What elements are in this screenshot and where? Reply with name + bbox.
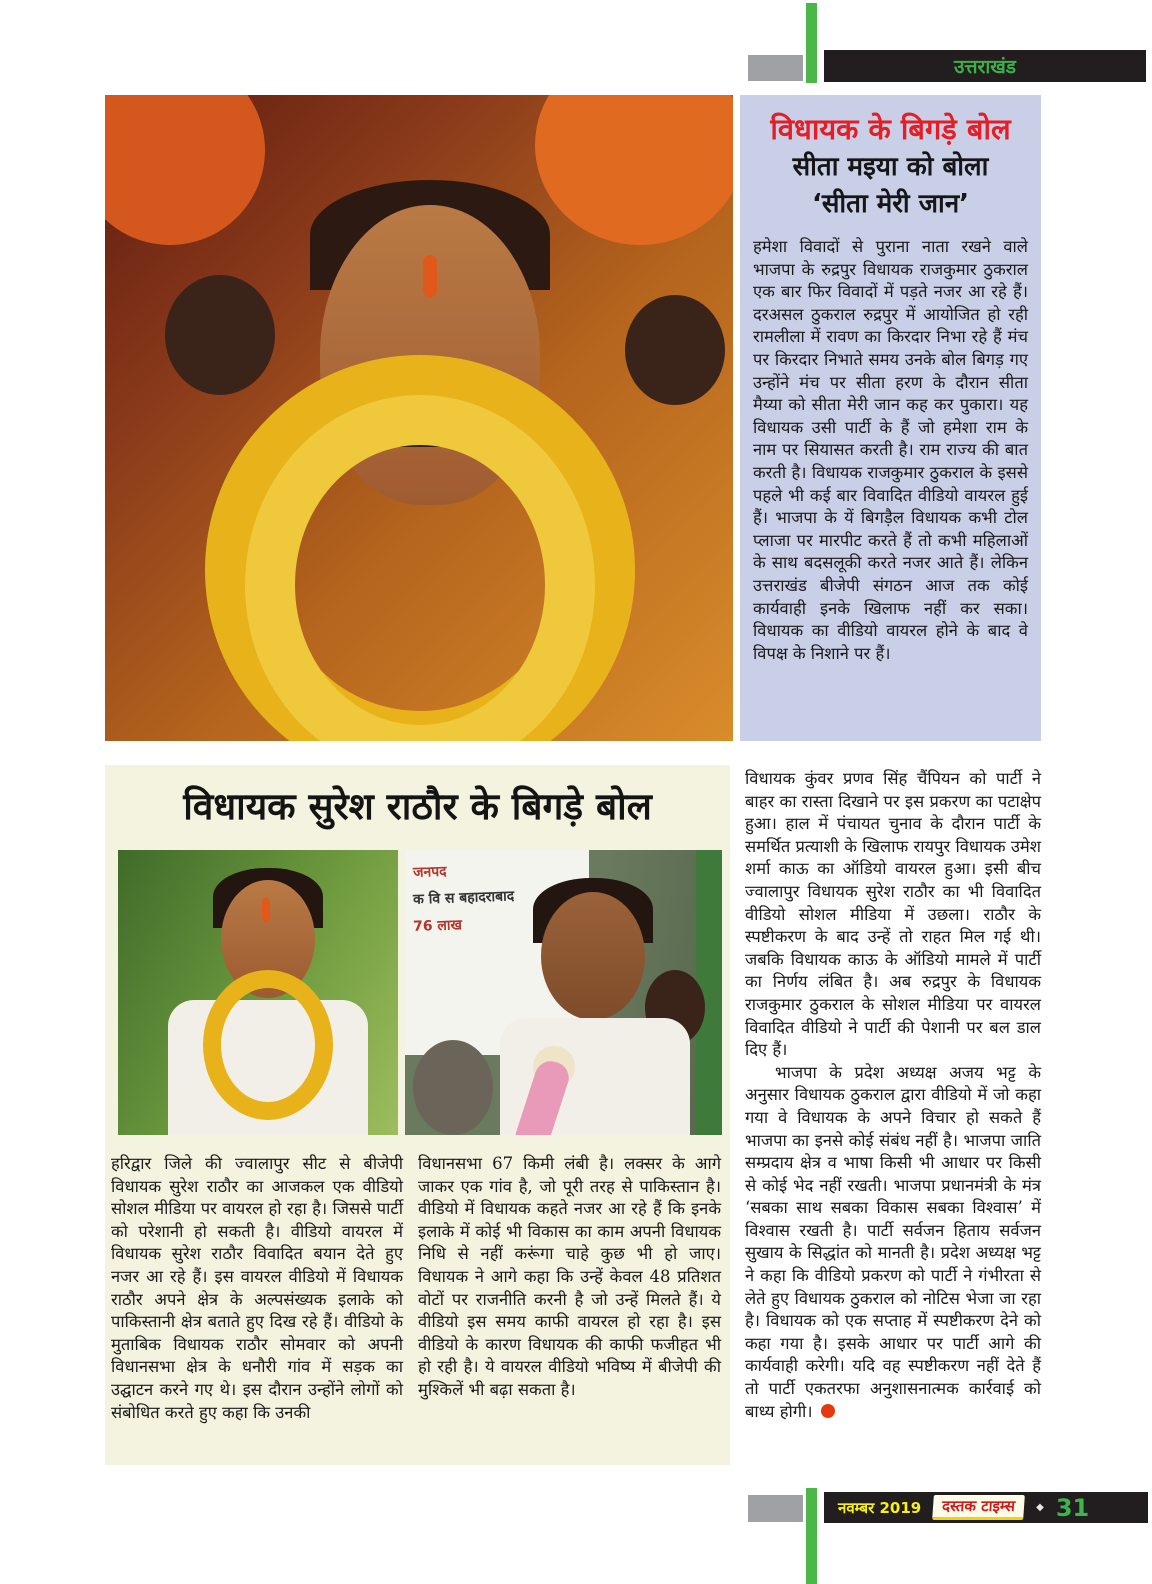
- header-region-bar: [824, 50, 1146, 82]
- lead-subhead-line1: सीता मइया को बोला: [792, 152, 989, 182]
- footer-gray-block: [748, 1495, 803, 1522]
- lead-headline: विधायक के बिगड़े बोल: [770, 112, 1011, 146]
- second-story-column-2: विधानसभा 67 किमी लंबी है। लक्सर के आगे जाकर एक गांव है, जो पूरी तरह से पाकिस्तान है। वीडियो में विधायक कहते नजर आ रहे हैं कि इनके इलाके में कोई भी विकास का काम अपनी विधायक निधि से नहीं करूंगा चाहे कुछ भी हो जाए। विधायक ने आगे कहा कि उन्हें केवल 48 प्रतिशत वोटों पर राजनीति करनी है जो उन्हें मिलते हैं। ये वीडियो इस समय काफी वायरल हो रहा है। इस वीडियो के कारण विधायक की काफी फजीहत भी हो रही है। ये वायरल वीडियो भविष्य में बीजेपी की मुश्किलें भी बढ़ा सकता है।: [418, 1154, 721, 1399]
- header-gray-block: [748, 55, 803, 81]
- right-column-para2-text: भाजपा के प्रदेश अध्यक्ष अजय भट्ट के अनुसार विधायक ठुकराल द्वारा वीडियो में जो कहा गया वे विधायक के अपने विचार हो सकते हैं भाजपा का इनसे कोई संबंध नहीं है। भाजपा जाति सम्प्रदाय क्षेत्र व भाषा किसी भी आधार पर किसी से कोई भेद नहीं रखती। भाजपा प्रधानमंत्री के मंत्र ‘सबका साथ सबका विकास सबका विश्वास’ में विश्वास रखती है। पार्टी सर्वजन हिताय सर्वजन सुखाय के सिद्धांत को मानती है। प्रदेश अध्यक्ष भट्ट ने कहा कि वीडियो प्रकरण को पार्टी ने गंभीरता से लेते हुए विधायक ठुकराल को नोटिस भेजा जा रहा है। विधायक को एक सप्ताह में स्पष्टीकरण देने को कहा गया है। इसके आधार पर पार्टी आगे की कार्यवाही करेगी। यदि वह स्पष्टीकरण नहीं देते हैं तो पार्टी एकतरफा अनुशासनात्मक कार्रवाई को बाध्य होगी।: [745, 1062, 1041, 1421]
- lead-subhead-line2: ‘सीता मेरी जान’: [811, 189, 970, 219]
- lead-story-box: [740, 95, 1041, 741]
- diamond-icon: ◆: [1036, 1502, 1044, 1513]
- end-of-article-dot: [821, 1404, 835, 1418]
- right-column: [745, 768, 1041, 1423]
- crowd-head-shape: [413, 1040, 493, 1135]
- region-label: उत्तराखंड: [954, 56, 1016, 78]
- second-story-column-1: हरिद्वार जिले की ज्वालापुर सीट से बीजेपी विधायक सुरेश राठौर का आजकल एक वीडियो सोशल मीडिया पर वायरल हो रहा है। जिससे पार्टी को परेशानी हो सकती है। वीडियो वायरल में विधायक सुरेश राठौर विवादित बयान देते हुए नजर आ रहे हैं। इस वायरल वीडियो में विधायक राठौर अपने क्षेत्र के अल्पसंख्यक इलाके को पाकिस्तानी क्षेत्र बताते हुए दिख रहे हैं। वीडियो के मुताबिक विधायक राठौर सोमवार को अपनी विधानसभा क्षेत्र के धनौरी गांव में सड़क का उद्घाटन करने गए थे। इस दौरान उन्होंने लोगों को संबोधित करते हुए कहा कि उनकी: [111, 1154, 403, 1422]
- second-headline: विधायक सुरेश राठौर के बिगड़े बोल: [183, 785, 652, 828]
- right-column-para2: [745, 1062, 1041, 1424]
- tilak-mark: [423, 255, 437, 297]
- second-story-panel: [105, 765, 730, 1465]
- footer-bar: [824, 1492, 1148, 1523]
- turban-shape: [535, 95, 733, 245]
- header-green-bar: [806, 3, 817, 83]
- magazine-logo: दस्तक टाइम्स: [932, 1495, 1025, 1520]
- face-shape: [541, 892, 645, 1020]
- footer-date: नवम्बर 2019: [838, 1498, 922, 1517]
- right-column-para1: विधायक कुंवर प्रणव सिंह चैंपियन को पार्टी ने बाहर का रास्ता दिखाने पर इस प्रकरण का पटाक्षेप हुआ। हाल में पंचायत चुनाव के दौरान पार्टी के समर्थित प्रत्याशी के खिलाफ रायपुर विधायक उमेश शर्मा काऊ का ऑडियो वायरल हुआ। इसी बीच ज्वालापुर विधायक सुरेश राठौर का भी विवादित वीडियो सोशल मीडिया में उछला। राठौर के स्पष्टीकरण के बाद उन्हें तो राहत मिल गई थी। जबकि विधायक काऊ के ऑडियो मामले में पार्टी का निर्णय लंबित है। अब रुद्रपुर के विधायक राजकुमार ठुकराल के सोशल मीडिया पर वायरल विवादित वीडियो ने पार्टी की पेशानी पर बल डाल दिए हैं।: [745, 769, 1041, 1060]
- banner-line: क वि स बहादराबाद: [412, 888, 515, 908]
- crowd-head-shape: [165, 275, 275, 395]
- page-number: 31: [1055, 1493, 1090, 1522]
- banner-line: 76 लाख: [412, 917, 463, 935]
- second-story-photo-left: [118, 850, 398, 1135]
- footer-green-bar: [806, 1488, 817, 1584]
- banner-line: जनपद: [412, 863, 447, 881]
- tilak-mark: [262, 898, 270, 922]
- turban-shape: [105, 95, 265, 245]
- second-story-photo-right: [405, 850, 722, 1135]
- lead-body-text: हमेशा विवादों से पुराना नाता रखने वाले भाजपा के रुद्रपुर विधायक राजकुमार ठुकराल एक बार फिर विवादों में पड़ते नजर आ रहे हैं। दरअसल ठुकराल रुद्रपुर में आयोजित हो रही रामलीला में रावण का किरदार निभा रहे हैं मंच पर किरदार निभाते समय उनके बोल बिगड़ गए उन्होंने मंच पर सीता हरण के दौरान सीता मैय्या को सीता मेरी जान कह कर पुकारा। यह विधायक उसी पार्टी के हैं जो हमेशा राम के नाम पर सियासत करती है। राम राज्य की बात करती है। विधायक राजकुमार ठुकराल के इससे पहले भी कई बार विवादित वीडियो वायरल हुई हैं। भाजपा के यें बिगड़ैल विधायक कभी टोल प्लाजा पर मारपीट करते हैं तो कभी महिलाओं के साथ बदसलूकी करते नजर आते हैं। लेकिन उत्तराखंड बीजेपी संगठन आज तक कोई कार्यवाही इनके खिलाफ नहीं कर सका। विधायक का वीडियो वायरल होने के बाद वे विपक्ष के निशाने पर हैं।: [753, 237, 1028, 663]
- garland-shape: [203, 970, 333, 1120]
- lead-photo: [105, 95, 733, 741]
- crowd-head-shape: [625, 295, 725, 405]
